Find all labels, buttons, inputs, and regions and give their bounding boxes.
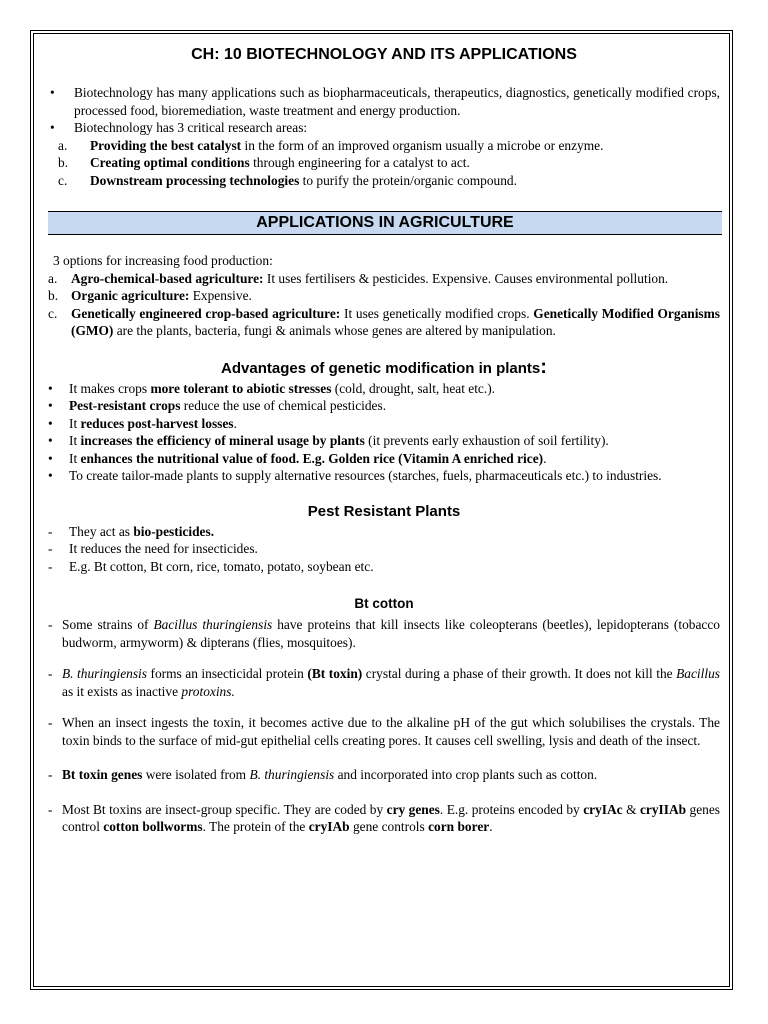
agri-option-c-text-1: It uses genetically modified crops. [340,305,534,321]
bt-cotton-heading: Bt cotton [354,596,414,611]
advantage-4-pre: It [69,433,81,448]
research-area-c-text: to purify the protein/organic compound. [299,172,517,188]
cotton-bollworms-term: cotton bollworms [103,819,203,834]
bt-3-text: When an insect ingests the toxin, it becomes active due to the alkaline pH of the gut which solubilises the crystals. The toxin binds to the surface of mid-gut epithelial cells creating pores. It causes cell swelling, lysis and death of the insect. [62,715,720,748]
agri-option-a-term: Agro-chemical-based agriculture: [71,270,264,286]
advantage-2-term: Pest-resistant crops [69,398,181,413]
pest-item [48,523,720,541]
bt-4-mid: were isolated from [142,767,250,782]
bt-item [48,714,720,749]
advantages-heading-colon: : [540,355,547,378]
advantage-5-term: enhances the nutritional value of food. E.g. Golden rice (Vitamin A enriched rice) [80,450,544,466]
dash-marker: - [48,767,53,782]
bullet-marker: • [48,433,53,448]
pest-1-term: bio-pesticides. [133,523,215,539]
agri-option-c [48,305,720,340]
list-marker: c. [48,305,58,321]
intro-bullet-1-text: Biotechnology has many applications such as biopharmaceuticals, therapeutics, diagnostics, genetically modified crops, processed food, bioremediation, waste treatment and energy production. [74,85,720,118]
agri-option-c-text-2: are the plants, bacteria, fungi & animals whose genes are altered by manipulation. [113,323,556,338]
advantage-5-post: . [543,450,547,466]
advantage-2-post: reduce the use of chemical pesticides. [180,398,387,413]
intro-bullet-2-text: Biotechnology has 3 critical research areas: [74,120,308,135]
pest-1-pre: They act as [69,523,134,539]
document-content [48,44,720,836]
cry-genes-term: cry genes [386,801,440,817]
list-marker: b. [58,155,69,170]
bt-1-pre: Some strains of [62,617,154,632]
bullet-marker: • [50,85,55,100]
agri-option-c-term: Genetically engineered crop-based agriculture: [71,305,341,321]
bullet-marker: • [48,415,53,431]
corn-borer-term: corn borer [428,819,490,834]
bt-2-protoxins: protoxins. [181,683,235,699]
bt-2-mid1: forms an insecticidal protein [146,666,308,681]
bullet-marker: • [48,468,53,483]
gmo-term: Genetically Modified Organisms (GMO) [71,305,721,338]
page-frame [30,30,733,990]
bt-2-species: B. thuringiensis [62,666,147,681]
dash-marker: - [48,715,53,730]
dash-marker: - [48,666,53,681]
advantage-1-pre: It makes crops [69,380,151,396]
advantage-1-post: (cold, drought, salt, heat etc.). [331,380,496,396]
bt-item [48,766,720,784]
dash-marker: - [48,541,53,556]
cryIAc-term: cryIAc [583,801,623,817]
research-area-a [48,137,720,155]
pest-3-text: E.g. Bt cotton, Bt corn, rice, tomato, potato, soybean etc. [69,558,374,574]
bt-item [48,665,720,700]
pest-heading: Pest Resistant Plants [307,502,461,520]
cryIAb-term: cryIAb [308,819,350,834]
section-banner-agriculture: APPLICATIONS IN AGRICULTURE [48,211,722,235]
advantage-item [48,450,720,468]
advantage-4-term: increases the efficiency of mineral usage by plants [80,433,365,448]
intro-bullet-2 [48,119,720,137]
list-marker: c. [58,172,68,188]
advantages-heading [48,357,720,379]
bt-5-mid4: . The protein of the [202,819,309,834]
research-area-c [48,172,720,190]
advantage-3-term: reduces post-harvest losses [80,415,234,431]
bt-5-post: . [489,819,493,834]
advantage-item [48,380,720,398]
bt-1-post: have proteins that kill insects like coleopterans (beetles), lepidopterans (tobacco budworm, armyworm) & dipterans (flies, mosquitoes). [62,617,721,650]
list-marker: a. [48,270,58,286]
bt-item [48,801,720,836]
research-area-a-term: Providing the best catalyst [90,137,242,153]
intro-bullet-1 [48,84,720,119]
agri-option-b-term: Organic agriculture: [71,288,190,303]
bt-4-term: Bt toxin genes [62,767,143,782]
agri-option-b [48,287,720,305]
advantages-heading-text: Advantages of genetic modification in plants [221,359,541,377]
bullet-marker: • [50,120,55,135]
bullet-marker: • [48,380,53,396]
research-area-b-text: through engineering for a catalyst to act. [249,155,470,170]
bullet-marker: • [48,450,53,466]
advantage-item [48,397,720,415]
advantage-item [48,415,720,433]
advantage-6-text: To create tailor-made plants to supply alternative resources (starches, fuels, pharmaceuticals etc.) to industries. [69,468,662,483]
bt-2-mid3: as it exists as inactive [62,683,182,699]
advantage-4-post: (it prevents early exhaustion of soil fertility). [364,433,609,448]
advantage-5-pre: It [69,450,81,466]
advantage-3-post: . [233,415,237,431]
list-marker: a. [58,137,68,153]
bt-4-species: B. thuringiensis [249,767,335,782]
agri-option-b-text: Expensive. [189,288,252,303]
advantage-1-term: more tolerant to abiotic stresses [150,380,332,396]
research-area-b-term: Creating optimal conditions [90,155,250,170]
advantage-item [48,432,720,450]
dash-marker: - [48,558,53,574]
dash-marker: - [48,617,53,632]
bt-5-mid3: genes control [62,801,720,834]
bt-5-mid2: & [622,801,640,817]
bt-2-mid2: crystal during a phase of their growth. It does not kill the [362,666,677,681]
bt-5-pre: Most Bt toxins are insect-group specific. They are coded by [62,801,387,817]
bt-5-mid1: . E.g. proteins encoded by [439,801,584,817]
pest-item [48,558,720,576]
agri-intro: 3 options for increasing food production: [53,253,273,268]
bt-2-term: (Bt toxin) [307,666,363,681]
research-area-b [48,154,720,172]
bullet-marker: • [48,398,53,413]
advantage-3-pre: It [69,415,81,431]
bt-2-genus: Bacillus [676,666,720,681]
pest-2-text: It reduces the need for insecticides. [69,541,258,556]
bt-1-species: Bacillus thuringiensis [153,617,273,632]
agri-option-a-text: It uses fertilisers & pesticides. Expensive. Causes environmental pollution. [263,270,669,286]
bt-5-mid5: gene controls [349,819,429,834]
bt-item [48,616,720,651]
advantage-item [48,467,720,485]
research-area-c-term: Downstream processing technologies [90,172,300,188]
pest-item [48,540,720,558]
bt-4-post: and incorporated into crop plants such as cotton. [334,767,598,782]
chapter-title: CH: 10 BIOTECHNOLOGY AND ITS APPLICATIONS [191,46,577,63]
research-area-a-text: in the form of an improved organism usually a microbe or enzyme. [241,137,604,153]
cryIIAb-term: cryIIAb [639,801,687,817]
list-marker: b. [48,288,59,303]
dash-marker: - [48,523,53,539]
dash-marker: - [48,801,53,817]
agri-option-a [48,270,720,288]
